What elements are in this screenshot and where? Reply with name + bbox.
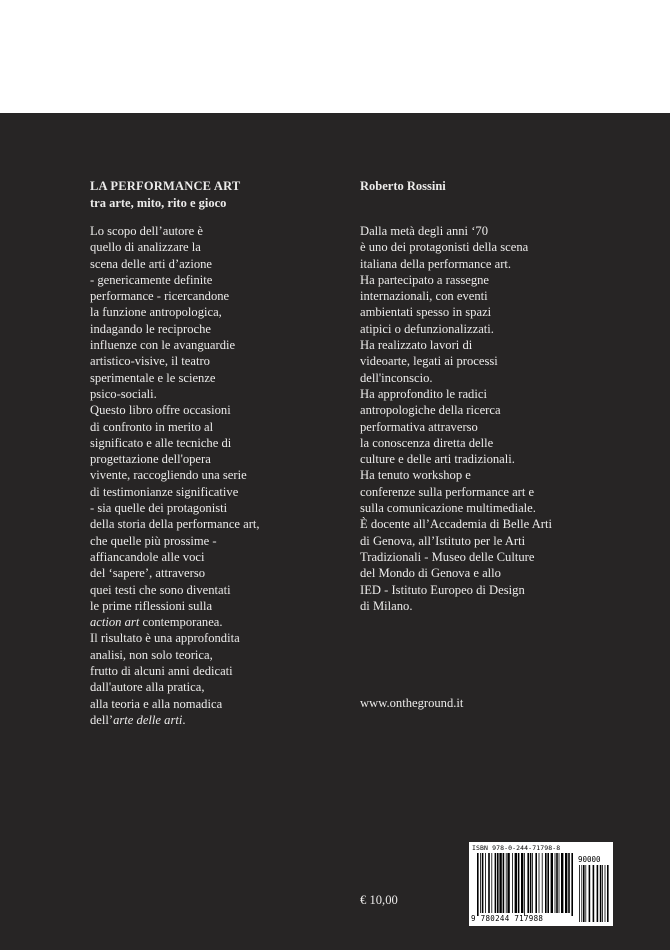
barcode-bar [571, 853, 573, 916]
bio-line: atipici o defunzionalizzati. [360, 321, 494, 336]
barcode-bar [568, 853, 570, 913]
barcode-addon-bar [579, 865, 580, 922]
website-link[interactable]: www.ontheground.it [360, 696, 464, 710]
synopsis-line: quello di analizzare la [90, 240, 201, 255]
synopsis-line: alla teoria e alla nomadica [90, 696, 223, 711]
bio-line: Ha realizzato lavori di [360, 338, 473, 353]
barcode-addon-bar [583, 865, 585, 922]
isbn-barcode [469, 842, 613, 926]
synopsis-line: progettazione dell'opera [90, 452, 211, 467]
barcode-bar [521, 853, 523, 913]
synopsis-line: del ‘sapere’, attraverso [90, 566, 206, 581]
synopsis-line: indagando le reciproche [90, 321, 211, 336]
synopsis-line: significato e alle tecniche di [90, 435, 232, 450]
bio-line: Dalla metà degli anni ‘70 [360, 224, 488, 238]
bio-line: culture e delle arti tradizionali. [360, 452, 515, 467]
synopsis-line: artistico-visive, il teatro [90, 354, 210, 369]
barcode-addon-bar [581, 865, 582, 922]
bio-line: Ha tenuto workshop e [360, 468, 471, 483]
barcode-addon-bar [607, 865, 609, 922]
synopsis-line: affiancandole alle voci [90, 549, 205, 564]
barcode-addon-bar [600, 865, 602, 922]
barcode-addon-bar [605, 865, 606, 922]
price-label: € 10,00 [360, 893, 398, 907]
bio-line: IED - Istituto Europeo di Design [360, 582, 525, 597]
author-bio-text [360, 223, 580, 614]
barcode-bar [503, 853, 505, 913]
bio-line: performativa attraverso [360, 419, 478, 434]
barcode-bar [565, 853, 567, 913]
top-white-margin [0, 0, 670, 113]
barcode-bar [556, 853, 558, 913]
synopsis-line: influenze con le avanguardie [90, 338, 236, 353]
barcode-bar [545, 853, 547, 913]
barcode-bar [507, 853, 509, 913]
ean-digits: 9 780244 717988 [471, 914, 544, 923]
bio-line: È docente all’Accademia di Belle Arti [360, 517, 552, 532]
synopsis-line: action art contemporanea. [90, 615, 223, 630]
barcode-bar [524, 853, 525, 916]
barcode-bar [477, 853, 479, 916]
bio-line: è uno dei protagonisti della scena [360, 240, 529, 255]
synopsis-line: di testimonianze significative [90, 484, 239, 499]
synopsis-line: psico-sociali. [90, 386, 157, 401]
barcode-bar [555, 853, 556, 913]
barcode-bar [485, 853, 486, 913]
bio-line: la conoscenza diretta delle [360, 435, 494, 450]
bio-line: del Mondo di Genova e allo [360, 566, 501, 581]
barcode-bar [532, 853, 533, 913]
barcode-bar [491, 853, 492, 913]
barcode-bar [480, 853, 481, 913]
synopsis-line: sperimentale e le scienze [90, 370, 216, 385]
synopsis-line: quei testi che sono diventati [90, 582, 231, 597]
book-subtitle: tra arte, mito, rito e gioco [90, 196, 227, 210]
barcode-bar [527, 853, 529, 913]
synopsis-line: che quelle più prossime - [90, 533, 217, 548]
barcode-bar [488, 853, 490, 913]
bio-line: Ha partecipato a rassegne [360, 272, 490, 287]
synopsis-line: scena delle arti d’azione [90, 256, 213, 271]
barcode-addon-bar [593, 865, 595, 922]
barcode-bar [559, 853, 560, 913]
bio-line: Tradizionali - Museo delle Culture [360, 549, 535, 564]
barcode-bar [499, 853, 501, 913]
synopsis-text [90, 223, 320, 728]
synopsis-line: - genericamente definite [90, 272, 213, 287]
synopsis-line: la funzione antropologica, [90, 305, 222, 320]
synopsis-line: di confronto in merito al [90, 419, 214, 434]
synopsis-line: dell’arte delle arti. [90, 712, 186, 727]
bio-line: ambientati spesso in spazi [360, 305, 492, 320]
bio-line: di Milano. [360, 598, 413, 613]
isbn-label: ISBN 978-0-244-71798-8 [472, 844, 561, 852]
bio-line: sulla comunicazione multimediale. [360, 501, 536, 516]
barcode-bar [551, 853, 553, 913]
synopsis-line: - sia quelle dei protagonisti [90, 501, 228, 516]
bio-line: di Genova, all’Istituto per le Arti [360, 533, 526, 548]
barcode-bar [539, 853, 540, 913]
bio-line: Ha approfondito le radici [360, 386, 487, 401]
barcode-bar [515, 853, 517, 913]
synopsis-line: Lo scopo dell’autore è [90, 224, 203, 238]
author-name: Roberto Rossini [360, 179, 446, 193]
barcode-bar [495, 853, 497, 913]
bio-line: conferenze sulla performance art e [360, 484, 535, 499]
synopsis-line: vivente, raccogliendo una serie [90, 468, 247, 483]
barcode-bar [530, 853, 532, 913]
book-title: LA PERFORMANCE ART [90, 179, 241, 193]
back-cover [0, 113, 670, 950]
synopsis-line: dall'autore alla pratica, [90, 680, 205, 695]
barcode-bar [561, 853, 563, 913]
synopsis-line: Il risultato è una approfondita [90, 631, 240, 646]
barcode-bar [542, 853, 543, 913]
barcode-addon-bar [589, 865, 591, 922]
synopsis-line: Questo libro offre occasioni [90, 403, 231, 418]
synopsis-line: le prime riflessioni sulla [90, 598, 213, 613]
bio-line: videoarte, legati ai processi [360, 354, 498, 369]
barcode-bar [518, 853, 520, 913]
barcode-bar [497, 853, 499, 913]
barcode-addon-bar [597, 865, 599, 922]
barcode-bar [506, 853, 507, 913]
synopsis-line: frutto di alcuni anni dedicati [90, 664, 233, 679]
synopsis-line: della storia della performance art, [90, 517, 260, 532]
bio-line: dell'inconscio. [360, 370, 433, 385]
barcode-bar [512, 853, 513, 913]
barcode-addon-number: 90000 [578, 855, 601, 864]
bio-line: italiana della performance art. [360, 256, 512, 271]
barcode-bar [482, 853, 484, 913]
barcode-addon-bar [585, 865, 586, 922]
synopsis-line: analisi, non solo teorica, [90, 647, 213, 662]
barcode-addon-bar [602, 865, 603, 922]
synopsis-line: performance - ricercandone [90, 289, 230, 304]
barcode-bar [547, 853, 549, 913]
bio-line: antropologiche della ricerca [360, 403, 501, 418]
barcode-bar [535, 853, 537, 913]
bio-line: internazionali, con eventi [360, 289, 488, 304]
